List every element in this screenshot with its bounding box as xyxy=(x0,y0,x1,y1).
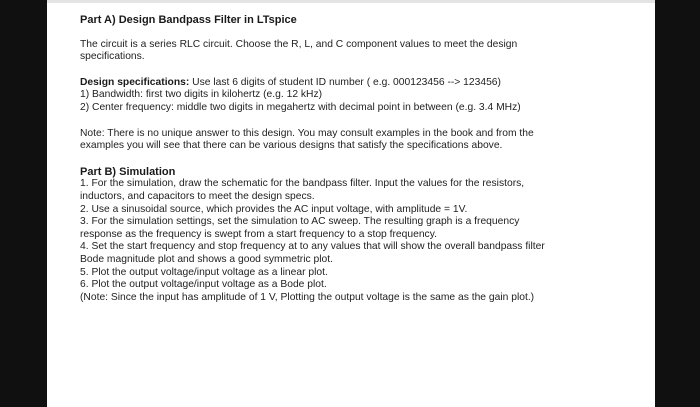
part-b-step: 3. For the simulation settings, set the simulation to AC sweep. The resulting graph is a frequency response as the frequency is swept from a start frequency to a stop frequency. xyxy=(80,216,520,240)
part-b-section xyxy=(80,166,555,305)
spec-bandwidth: 1) Bandwidth: first two digits in kilohertz (e.g. 12 kHz) xyxy=(80,89,323,101)
part-b-note: (Note: Since the input has amplitude of 1 V, Plotting the output voltage is the same as the gain plot.) xyxy=(80,291,535,303)
left-border xyxy=(0,0,47,407)
part-b-step: 1. For the simulation, draw the schematic for the bandpass filter. Input the values for the resistors, inductors, and capacitors to meet the design specs. xyxy=(80,178,525,202)
document-content xyxy=(80,14,555,304)
part-b-title: Part B) Simulation xyxy=(80,165,176,178)
right-border xyxy=(655,0,700,407)
design-specs-label: Design specifications: xyxy=(80,76,190,88)
part-a-title: Part A) Design Bandpass Filter in LTspice xyxy=(80,14,297,26)
part-b-step: 5. Plot the output voltage/input voltage as a linear plot. xyxy=(80,266,328,278)
part-b-step: 2. Use a sinusoidal source, which provides the AC input voltage, with amplitude = 1V. xyxy=(80,203,468,215)
design-specs-section xyxy=(80,77,555,115)
design-specs-text: Use last 6 digits of student ID number ( e.g. 000123456 --> 123456) xyxy=(189,76,501,88)
spec-center-frequency: 2) Center frequency: middle two digits in megahertz with decimal point in between (e.g. 3.4 MHz) xyxy=(80,101,521,113)
part-b-step: 6. Plot the output voltage/input voltage as a Bode plot. xyxy=(80,279,327,291)
part-b-step: 4. Set the start frequency and stop frequency at to any values that will show the overall bandpass filter Bode magnitude plot and shows a good symmetric plot. xyxy=(80,241,545,265)
part-a-intro: The circuit is a series RLC circuit. Choose the R, L, and C component values to meet the design specifications. xyxy=(80,38,518,63)
design-note: Note: There is no unique answer to this design. You may consult examples in the book and from the examples you will see that there can be various designs that satisfy the specifications above. xyxy=(80,127,534,152)
top-shadow xyxy=(47,0,655,3)
design-specs-line xyxy=(80,77,555,90)
